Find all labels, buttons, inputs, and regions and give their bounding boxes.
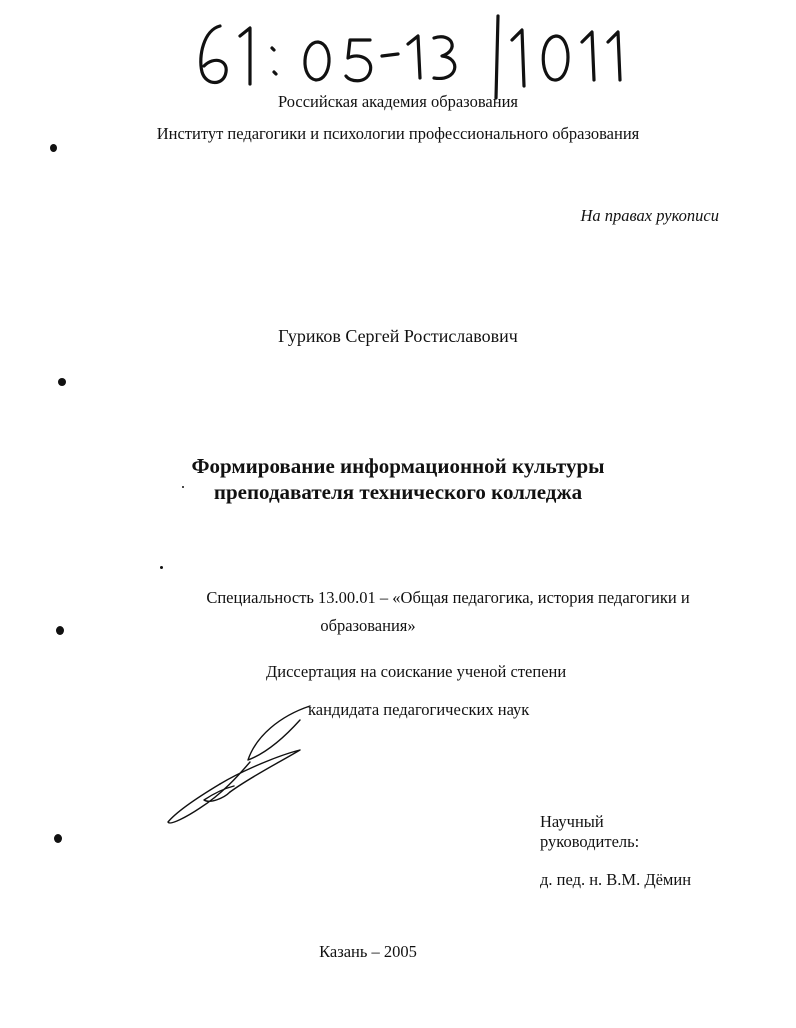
copyright-note: На правах рукописи [580, 206, 719, 225]
dissertation-title-line1: Формирование информационной культуры [191, 454, 605, 478]
scan-speck [58, 378, 66, 386]
place-and-year: Казань – 2005 [319, 942, 417, 961]
scan-speck [182, 486, 184, 488]
advisor-label-line2: руководитель: [540, 832, 640, 851]
dissertation-degree-line2: кандидата педагогических наук [308, 700, 530, 719]
scan-speck [54, 834, 62, 843]
advisor-label-line1: Научный [540, 812, 604, 831]
advisor-name: д. пед. н. В.М. Дёмин [540, 870, 692, 889]
signature [160, 700, 320, 830]
scan-speck [160, 566, 163, 569]
scan-speck [50, 144, 57, 152]
scan-speck [56, 626, 64, 635]
academy-name: Российская академия образования [277, 92, 518, 111]
handwritten-archive-code [190, 6, 640, 100]
author-name: Гуриков Сергей Ростиславович [278, 326, 518, 346]
dissertation-title-line2: преподавателя технического колледжа [213, 480, 583, 504]
specialty-line1: Специальность 13.00.01 – «Общая педагогика, история педагогики и [206, 588, 690, 607]
institute-name: Институт педагогики и психологии профессионального образования [156, 124, 640, 143]
specialty-line2: образования» [320, 616, 416, 635]
dissertation-degree-line1: Диссертация на соискание ученой степени [266, 662, 567, 681]
